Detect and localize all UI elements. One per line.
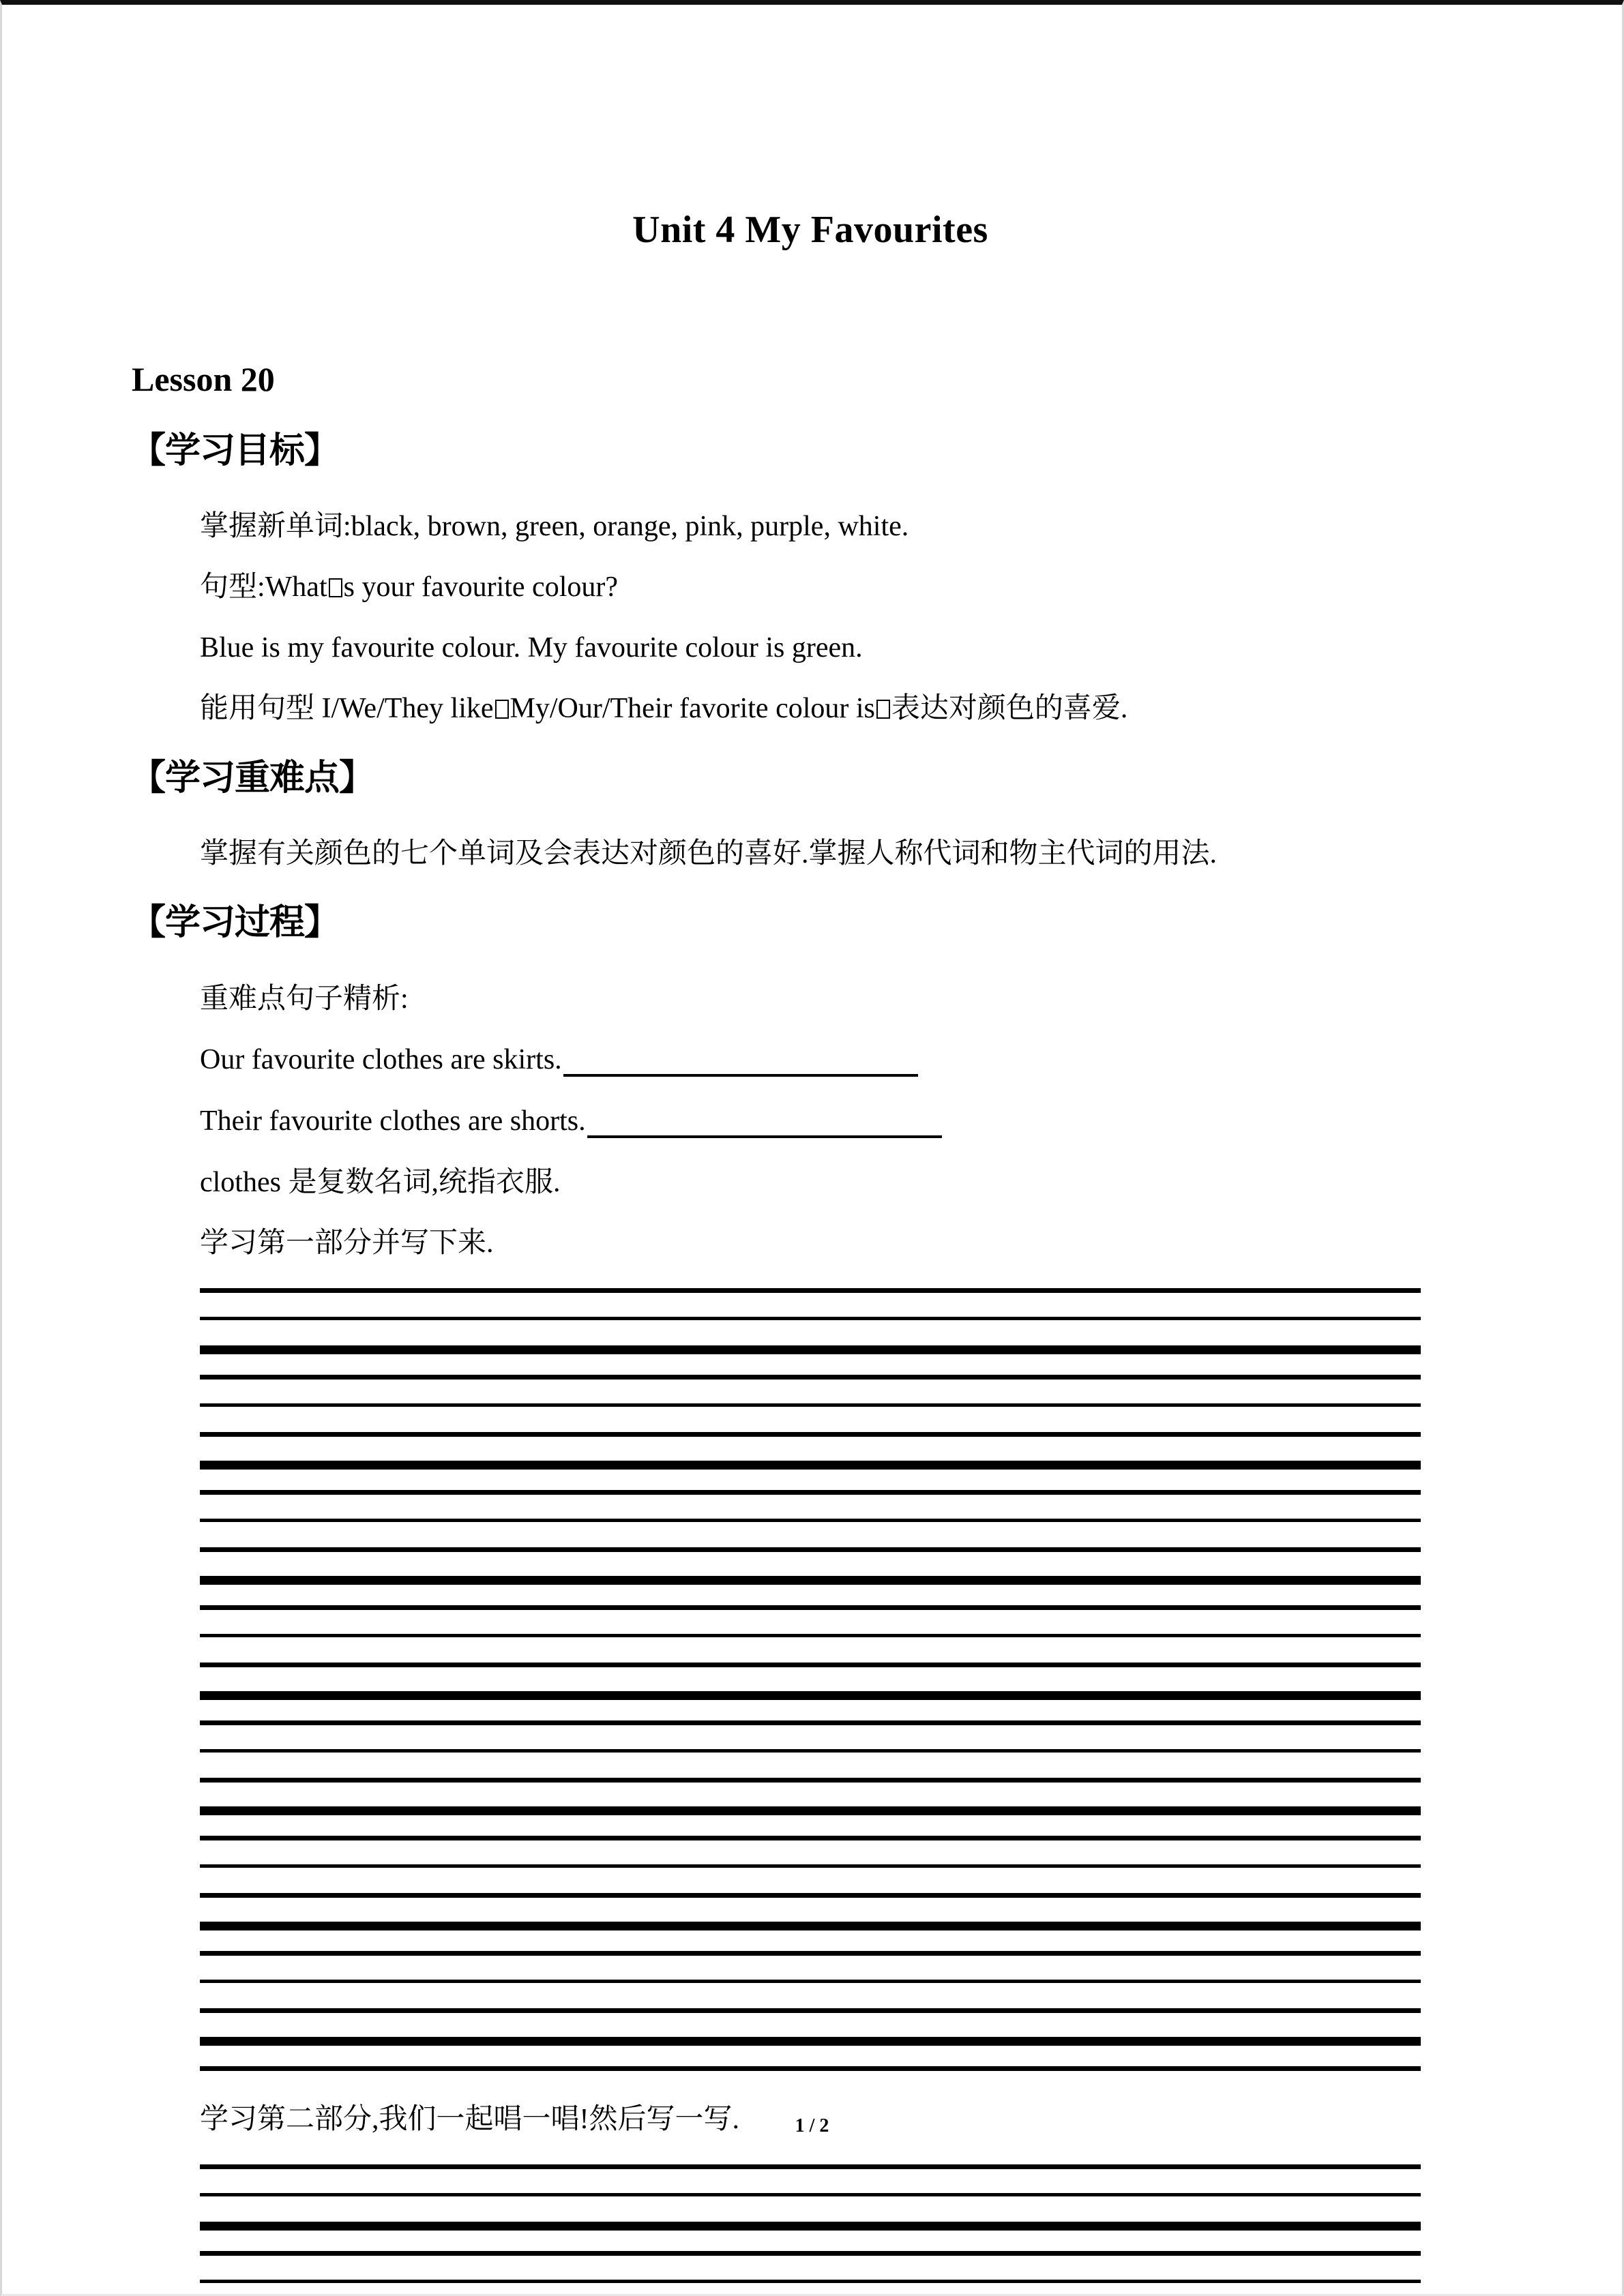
writing-rule-line — [200, 2164, 1421, 2169]
section-heading-process: 【学习过程】 — [130, 904, 340, 943]
writing-rule-line — [200, 1864, 1421, 1868]
page-title: Unit 4 My Favourites — [632, 209, 988, 251]
writing-rule-line — [200, 1605, 1421, 1610]
answer-blank[interactable] — [587, 1135, 942, 1138]
answer-blank[interactable] — [563, 1074, 918, 1077]
writing-rule-line — [200, 2037, 1421, 2046]
writing-rule-line — [200, 1490, 1421, 1495]
writing-rule-line — [200, 2251, 1421, 2256]
writing-rule-line — [200, 1519, 1421, 1522]
writing-rule-line — [200, 1576, 1421, 1585]
section-heading-key-points: 【学习重难点】 — [130, 758, 374, 798]
process-intro-text: 重难点句子精析: — [200, 983, 409, 1015]
writing-lines-block-two[interactable] — [200, 2164, 1421, 2296]
process-grammar-note: clothes 是复数名词,统指衣服. — [200, 1167, 561, 1199]
objective-usage-part-two: My/Our/Their favorite colour is — [510, 693, 875, 725]
writing-rule-line — [200, 1345, 1421, 1354]
writing-rule-line — [200, 1403, 1421, 1407]
process-example-two-text: Their favourite clothes are shorts. — [200, 1105, 586, 1137]
writing-rule-line — [200, 2193, 1421, 2196]
writing-rule-line — [200, 1691, 1421, 1700]
writing-rule-line — [200, 1806, 1421, 1815]
process-task-two-label: 学习第二部分,我们一起唱一唱!然后写一写. — [200, 2104, 739, 2136]
writing-rule-line — [200, 1634, 1421, 1637]
objective-vocabulary-line: 掌握新单词:black, brown, green, orange, pink, purple, white. — [200, 511, 909, 543]
missing-glyph-box-icon — [329, 578, 342, 597]
key-points-text: 掌握有关颜色的七个单词及会表达对颜色的喜好.掌握人称代词和物主代词的用法. — [200, 838, 1217, 870]
writing-rule-line — [200, 2066, 1421, 2071]
writing-rule-line — [200, 1951, 1421, 1956]
writing-rule-line — [200, 1922, 1421, 1930]
writing-rule-line — [200, 2222, 1421, 2231]
writing-rule-line — [200, 1980, 1421, 1983]
missing-glyph-box-icon — [495, 700, 509, 719]
objective-sentence-pattern-prefix: 句型:What — [200, 571, 327, 603]
process-example-one-text: Our favourite clothes are skirts. — [200, 1044, 562, 1076]
writing-rule-line — [200, 1778, 1421, 1783]
writing-rule-line — [200, 1317, 1421, 1320]
writing-rule-line — [200, 1375, 1421, 1380]
objective-sentence-pattern-suffix: s your favourite colour? — [343, 571, 618, 603]
writing-rule-line — [200, 1893, 1421, 1898]
writing-rule-line — [200, 1663, 1421, 1667]
writing-rule-line — [200, 1749, 1421, 1753]
writing-rule-line — [200, 1461, 1421, 1470]
objective-example-sentences-line: Blue is my favourite colour. My favourite colour is green. — [200, 632, 863, 664]
page-footer: 1 / 2 — [795, 2115, 829, 2136]
writing-rule-line — [200, 1720, 1421, 1725]
writing-rule-line — [200, 2008, 1421, 2013]
writing-rule-line — [200, 1836, 1421, 1840]
writing-rule-line — [200, 1288, 1421, 1293]
writing-rule-line — [200, 1432, 1421, 1437]
objective-usage-part-one: 能用句型 I/We/They like — [200, 693, 494, 725]
objective-usage-line — [200, 693, 1492, 725]
writing-rule-line — [200, 2280, 1421, 2283]
process-example-two — [200, 1105, 1492, 1138]
process-example-one — [200, 1044, 1492, 1077]
objective-sentence-pattern-line — [200, 571, 1492, 603]
writing-lines-block-one[interactable] — [200, 1288, 1421, 2071]
process-task-one-label: 学习第一部分并写下来. — [200, 1227, 494, 1259]
objective-usage-part-three: 表达对颜色的喜爱. — [891, 693, 1128, 725]
page-content — [129, 5, 1492, 2296]
section-heading-objectives: 【学习目标】 — [130, 431, 340, 471]
missing-glyph-box-icon — [876, 700, 890, 719]
lesson-heading: Lesson 20 — [132, 359, 275, 398]
writing-rule-line — [200, 1547, 1421, 1552]
